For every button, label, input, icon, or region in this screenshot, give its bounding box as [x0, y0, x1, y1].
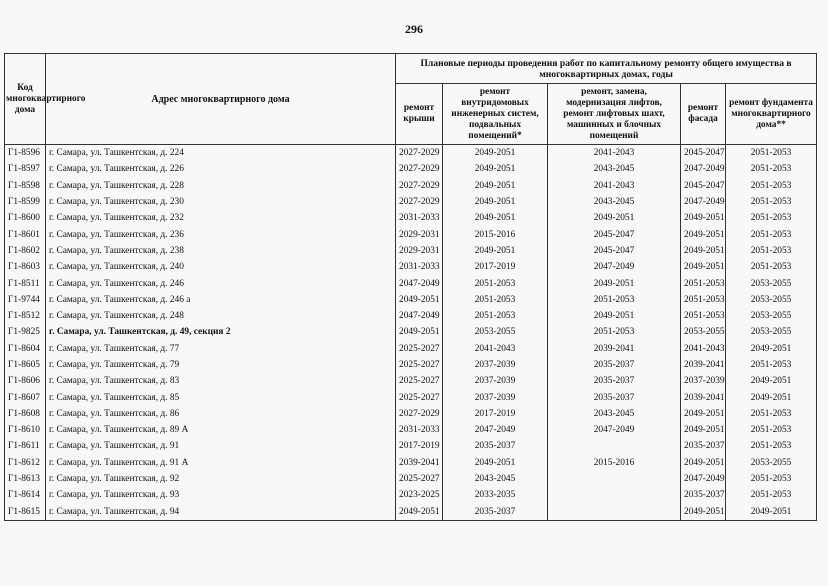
- roof-period: 2049-2051: [396, 504, 443, 521]
- house-address: [46, 487, 396, 503]
- table-row: [5, 145, 817, 162]
- facade-period: 2049-2051: [681, 406, 726, 422]
- systems-period: 2015-2016: [443, 226, 548, 242]
- house-address: [46, 308, 396, 324]
- lifts-period: 2047-2049: [548, 422, 681, 438]
- table-row: [5, 357, 817, 373]
- roof-period: 2027-2029: [396, 161, 443, 177]
- table-row: [5, 487, 817, 503]
- house-address-text: г. Самара, ул. Ташкентская, д. 226: [49, 164, 184, 175]
- roof-period: 2017-2019: [396, 438, 443, 454]
- foundation-period: 2049-2051: [726, 341, 817, 357]
- facade-period: 2047-2049: [681, 161, 726, 177]
- house-address: [46, 161, 396, 177]
- lifts-period: 2047-2049: [548, 259, 681, 275]
- lifts-period: 2041-2043: [548, 145, 681, 162]
- roof-period: 2025-2027: [396, 357, 443, 373]
- lifts-period: 2035-2037: [548, 373, 681, 389]
- foundation-period: 2051-2053: [726, 422, 817, 438]
- house-address: [46, 226, 396, 242]
- roof-period: 2031-2033: [396, 210, 443, 226]
- systems-period: 2049-2051: [443, 243, 548, 259]
- table-row: [5, 275, 817, 291]
- lifts-period: 2043-2045: [548, 406, 681, 422]
- page-number: 296: [405, 22, 423, 36]
- facade-period: 2035-2037: [681, 487, 726, 503]
- house-code: Г1-8512: [5, 308, 46, 324]
- house-address-text: г. Самара, ул. Ташкентская, д. 91 А: [49, 457, 189, 468]
- foundation-period: 2051-2053: [726, 243, 817, 259]
- foundation-period: 2051-2053: [726, 438, 817, 454]
- house-code: Г1-8610: [5, 422, 46, 438]
- lifts-period: 2039-2041: [548, 341, 681, 357]
- house-address: [46, 373, 396, 389]
- roof-period: 2029-2031: [396, 226, 443, 242]
- house-address: [46, 455, 396, 471]
- foundation-period: 2051-2053: [726, 161, 817, 177]
- house-code: Г1-8603: [5, 259, 46, 275]
- house-address-text: г. Самара, ул. Ташкентская, д. 224: [49, 148, 184, 159]
- house-address-text: г. Самара, ул. Ташкентская, д. 94: [49, 506, 180, 517]
- table-row: [5, 341, 817, 357]
- house-address-text: г. Самара, ул. Ташкентская, д. 92: [49, 474, 180, 485]
- roof-period: 2049-2051: [396, 324, 443, 340]
- systems-period: 2035-2037: [443, 504, 548, 521]
- systems-period: 2033-2035: [443, 487, 548, 503]
- facade-period: 2047-2049: [681, 194, 726, 210]
- house-address: [46, 438, 396, 454]
- house-address: [46, 471, 396, 487]
- lifts-period: 2051-2053: [548, 292, 681, 308]
- house-address-text: г. Самара, ул. Ташкентская, д. 246: [49, 278, 184, 289]
- foundation-period: 2051-2053: [726, 357, 817, 373]
- house-address-text: г. Самара, ул. Ташкентская, д. 248: [49, 311, 184, 322]
- foundation-period: 2049-2051: [726, 389, 817, 405]
- foundation-period: 2051-2053: [726, 145, 817, 162]
- house-code: Г1-8606: [5, 373, 46, 389]
- house-address: [46, 194, 396, 210]
- table-row: [5, 243, 817, 259]
- systems-period: 2049-2051: [443, 145, 548, 162]
- house-address-text: г. Самара, ул. Ташкентская, д. 83: [49, 376, 180, 387]
- facade-period: 2049-2051: [681, 455, 726, 471]
- lifts-period: 2049-2051: [548, 210, 681, 226]
- facade-period: 2049-2051: [681, 422, 726, 438]
- house-code: Г1-8615: [5, 504, 46, 521]
- roof-period: 2039-2041: [396, 455, 443, 471]
- house-address-text: г. Самара, ул. Ташкентская, д. 232: [49, 213, 184, 224]
- repair-schedule-table: [4, 53, 817, 521]
- systems-period: 2017-2019: [443, 259, 548, 275]
- house-address: [46, 357, 396, 373]
- table-row: [5, 373, 817, 389]
- table-row: [5, 210, 817, 226]
- roof-period: 2027-2029: [396, 406, 443, 422]
- foundation-period: 2051-2053: [726, 194, 817, 210]
- lifts-period: 2045-2047: [548, 226, 681, 242]
- house-address: [46, 406, 396, 422]
- house-address-text: г. Самара, ул. Ташкентская, д. 238: [49, 245, 184, 256]
- foundation-period: 2049-2051: [726, 373, 817, 389]
- foundation-period: 2053-2055: [726, 292, 817, 308]
- foundation-period: 2051-2053: [726, 259, 817, 275]
- house-code: Г1-8608: [5, 406, 46, 422]
- house-address: [46, 145, 396, 162]
- house-address-text: г. Самара, ул. Ташкентская, д. 230: [49, 197, 184, 208]
- lifts-period: 2043-2045: [548, 194, 681, 210]
- lifts-period: 2049-2051: [548, 308, 681, 324]
- house-address: [46, 292, 396, 308]
- house-address: [46, 275, 396, 291]
- table-row: [5, 471, 817, 487]
- facade-period: 2049-2051: [681, 504, 726, 521]
- house-address: [46, 210, 396, 226]
- house-address: [46, 324, 396, 340]
- roof-period: 2023-2025: [396, 487, 443, 503]
- facade-period: 2049-2051: [681, 226, 726, 242]
- roof-period: 2047-2049: [396, 275, 443, 291]
- table-row: [5, 226, 817, 242]
- roof-period: 2027-2029: [396, 178, 443, 194]
- foundation-period: 2051-2053: [726, 178, 817, 194]
- facade-period: 2037-2039: [681, 373, 726, 389]
- facade-period: 2051-2053: [681, 275, 726, 291]
- facade-period: 2053-2055: [681, 324, 726, 340]
- lifts-period: [548, 487, 681, 503]
- table-row: [5, 194, 817, 210]
- table-row: [5, 389, 817, 405]
- house-code: Г1-8599: [5, 194, 46, 210]
- house-address-text: г. Самара, ул. Ташкентская, д. 89 А: [49, 425, 189, 436]
- house-address: [46, 504, 396, 521]
- house-address-text: г. Самара, ул. Ташкентская, д. 236: [49, 229, 184, 240]
- facade-period: 2039-2041: [681, 357, 726, 373]
- foundation-period: 2051-2053: [726, 210, 817, 226]
- table-row: [5, 422, 817, 438]
- lifts-period: 2049-2051: [548, 275, 681, 291]
- roof-period: 2025-2027: [396, 389, 443, 405]
- table-row: [5, 438, 817, 454]
- house-address: [46, 389, 396, 405]
- house-address-text: г. Самара, ул. Ташкентская, д. 93: [49, 490, 180, 501]
- house-code: Г1-9825: [5, 324, 46, 340]
- roof-period: 2031-2033: [396, 259, 443, 275]
- lifts-period: 2035-2037: [548, 389, 681, 405]
- header-address: Адрес многоквартирного дома: [46, 54, 396, 145]
- systems-period: 2051-2053: [443, 292, 548, 308]
- roof-period: 2031-2033: [396, 422, 443, 438]
- systems-period: 2035-2037: [443, 438, 548, 454]
- house-address: [46, 341, 396, 357]
- table-row: [5, 178, 817, 194]
- house-address-text: г. Самара, ул. Ташкентская, д. 85: [49, 392, 180, 403]
- lifts-period: 2015-2016: [548, 455, 681, 471]
- house-address-text: г. Самара, ул. Ташкентская, д. 86: [49, 408, 180, 419]
- house-code: Г1-8604: [5, 341, 46, 357]
- house-code: Г1-8602: [5, 243, 46, 259]
- header-roof: ремонт крыши: [396, 84, 443, 145]
- house-address-text: г. Самара, ул. Ташкентская, д. 79: [49, 360, 180, 370]
- foundation-period: 2053-2055: [726, 275, 817, 291]
- systems-period: 2051-2053: [443, 275, 548, 291]
- house-address-text: г. Самара, ул. Ташкентская, д. 77: [49, 343, 180, 354]
- roof-period: 2027-2029: [396, 145, 443, 162]
- house-code: Г1-8597: [5, 161, 46, 177]
- facade-period: 2051-2053: [681, 308, 726, 324]
- roof-period: 2047-2049: [396, 308, 443, 324]
- foundation-period: 2051-2053: [726, 487, 817, 503]
- house-code: Г1-8601: [5, 226, 46, 242]
- lifts-period: [548, 504, 681, 521]
- house-address-text: г. Самара, ул. Ташкентская, д. 91: [49, 441, 180, 452]
- systems-period: 2049-2051: [443, 178, 548, 194]
- systems-period: 2047-2049: [443, 422, 548, 438]
- systems-period: 2041-2043: [443, 341, 548, 357]
- lifts-period: 2041-2043: [548, 178, 681, 194]
- table-row: [5, 259, 817, 275]
- systems-period: 2043-2045: [443, 471, 548, 487]
- lifts-period: [548, 438, 681, 454]
- house-address: [46, 178, 396, 194]
- house-address-text: г. Самара, ул. Ташкентская, д. 228: [49, 180, 184, 191]
- header-facade: ремонт фасада: [681, 84, 726, 145]
- foundation-period: 2053-2055: [726, 324, 817, 340]
- house-address: [46, 422, 396, 438]
- facade-period: 2035-2037: [681, 438, 726, 454]
- house-code: Г1-8613: [5, 471, 46, 487]
- systems-period: 2049-2051: [443, 194, 548, 210]
- roof-period: 2025-2027: [396, 341, 443, 357]
- table-row: [5, 406, 817, 422]
- roof-period: 2025-2027: [396, 373, 443, 389]
- house-code: Г1-8611: [5, 438, 46, 454]
- table-row: [5, 504, 817, 521]
- foundation-period: 2051-2053: [726, 471, 817, 487]
- header-code: Код многоквартирного дома: [5, 54, 46, 145]
- house-code: Г1-8598: [5, 178, 46, 194]
- roof-period: 2025-2027: [396, 471, 443, 487]
- house-address-text: г. Самара, ул. Ташкентская, д. 246 а: [49, 294, 191, 305]
- systems-period: 2051-2053: [443, 308, 548, 324]
- systems-period: 2017-2019: [443, 406, 548, 422]
- facade-period: 2051-2053: [681, 292, 726, 308]
- table-body: [5, 145, 817, 521]
- facade-period: 2045-2047: [681, 178, 726, 194]
- facade-period: 2045-2047: [681, 145, 726, 162]
- header-systems: ремонт внутридомовых инженерных систем, подвальных помещений*: [443, 84, 548, 145]
- systems-period: 2049-2051: [443, 210, 548, 226]
- house-code: Г1-9744: [5, 292, 46, 308]
- house-code: Г1-8605: [5, 357, 46, 373]
- lifts-period: [548, 471, 681, 487]
- systems-period: 2037-2039: [443, 357, 548, 373]
- facade-period: 2049-2051: [681, 210, 726, 226]
- house-address: [46, 243, 396, 259]
- house-code: Г1-8614: [5, 487, 46, 503]
- table-row: [5, 455, 817, 471]
- table-row: [5, 161, 817, 177]
- roof-period: 2029-2031: [396, 243, 443, 259]
- facade-period: 2049-2051: [681, 243, 726, 259]
- house-code: Г1-8596: [5, 145, 46, 162]
- header-lifts: ремонт, замена, модернизация лифтов, ремонт лифтовых шахт, машинных и блочных помещений: [548, 84, 681, 145]
- lifts-period: 2035-2037: [548, 357, 681, 373]
- systems-period: 2049-2051: [443, 455, 548, 471]
- facade-period: 2041-2043: [681, 341, 726, 357]
- table-row: [5, 308, 817, 324]
- facade-period: 2049-2051: [681, 259, 726, 275]
- systems-period: 2053-2055: [443, 324, 548, 340]
- lifts-period: 2045-2047: [548, 243, 681, 259]
- house-address: [46, 259, 396, 275]
- foundation-period: 2053-2055: [726, 455, 817, 471]
- roof-period: 2049-2051: [396, 292, 443, 308]
- house-code: Г1-8607: [5, 389, 46, 405]
- house-address-text: г. Самара, ул. Ташкентская, д. 240: [49, 262, 184, 273]
- foundation-period: 2053-2055: [726, 308, 817, 324]
- lifts-period: 2043-2045: [548, 161, 681, 177]
- house-code: Г1-8612: [5, 455, 46, 471]
- systems-period: 2037-2039: [443, 373, 548, 389]
- facade-period: 2039-2041: [681, 389, 726, 405]
- house-code: Г1-8511: [5, 275, 46, 291]
- header-periods-group: Плановые периоды проведения работ по капитальному ремонту общего имущества в многоквартирных домах, годы: [396, 54, 817, 84]
- house-address-text: г. Самара, ул. Ташкентская, д. 49, секция 2: [49, 327, 231, 338]
- table-row: [5, 292, 817, 308]
- systems-period: 2037-2039: [443, 389, 548, 405]
- foundation-period: 2051-2053: [726, 406, 817, 422]
- facade-period: 2047-2049: [681, 471, 726, 487]
- roof-period: 2027-2029: [396, 194, 443, 210]
- header-foundation: ремонт фундамента многоквартирного дома**: [726, 84, 817, 145]
- foundation-period: 2051-2053: [726, 226, 817, 242]
- foundation-period: 2049-2051: [726, 504, 817, 521]
- systems-period: 2049-2051: [443, 161, 548, 177]
- house-code: Г1-8600: [5, 210, 46, 226]
- lifts-period: 2051-2053: [548, 324, 681, 340]
- table-row: [5, 324, 817, 340]
